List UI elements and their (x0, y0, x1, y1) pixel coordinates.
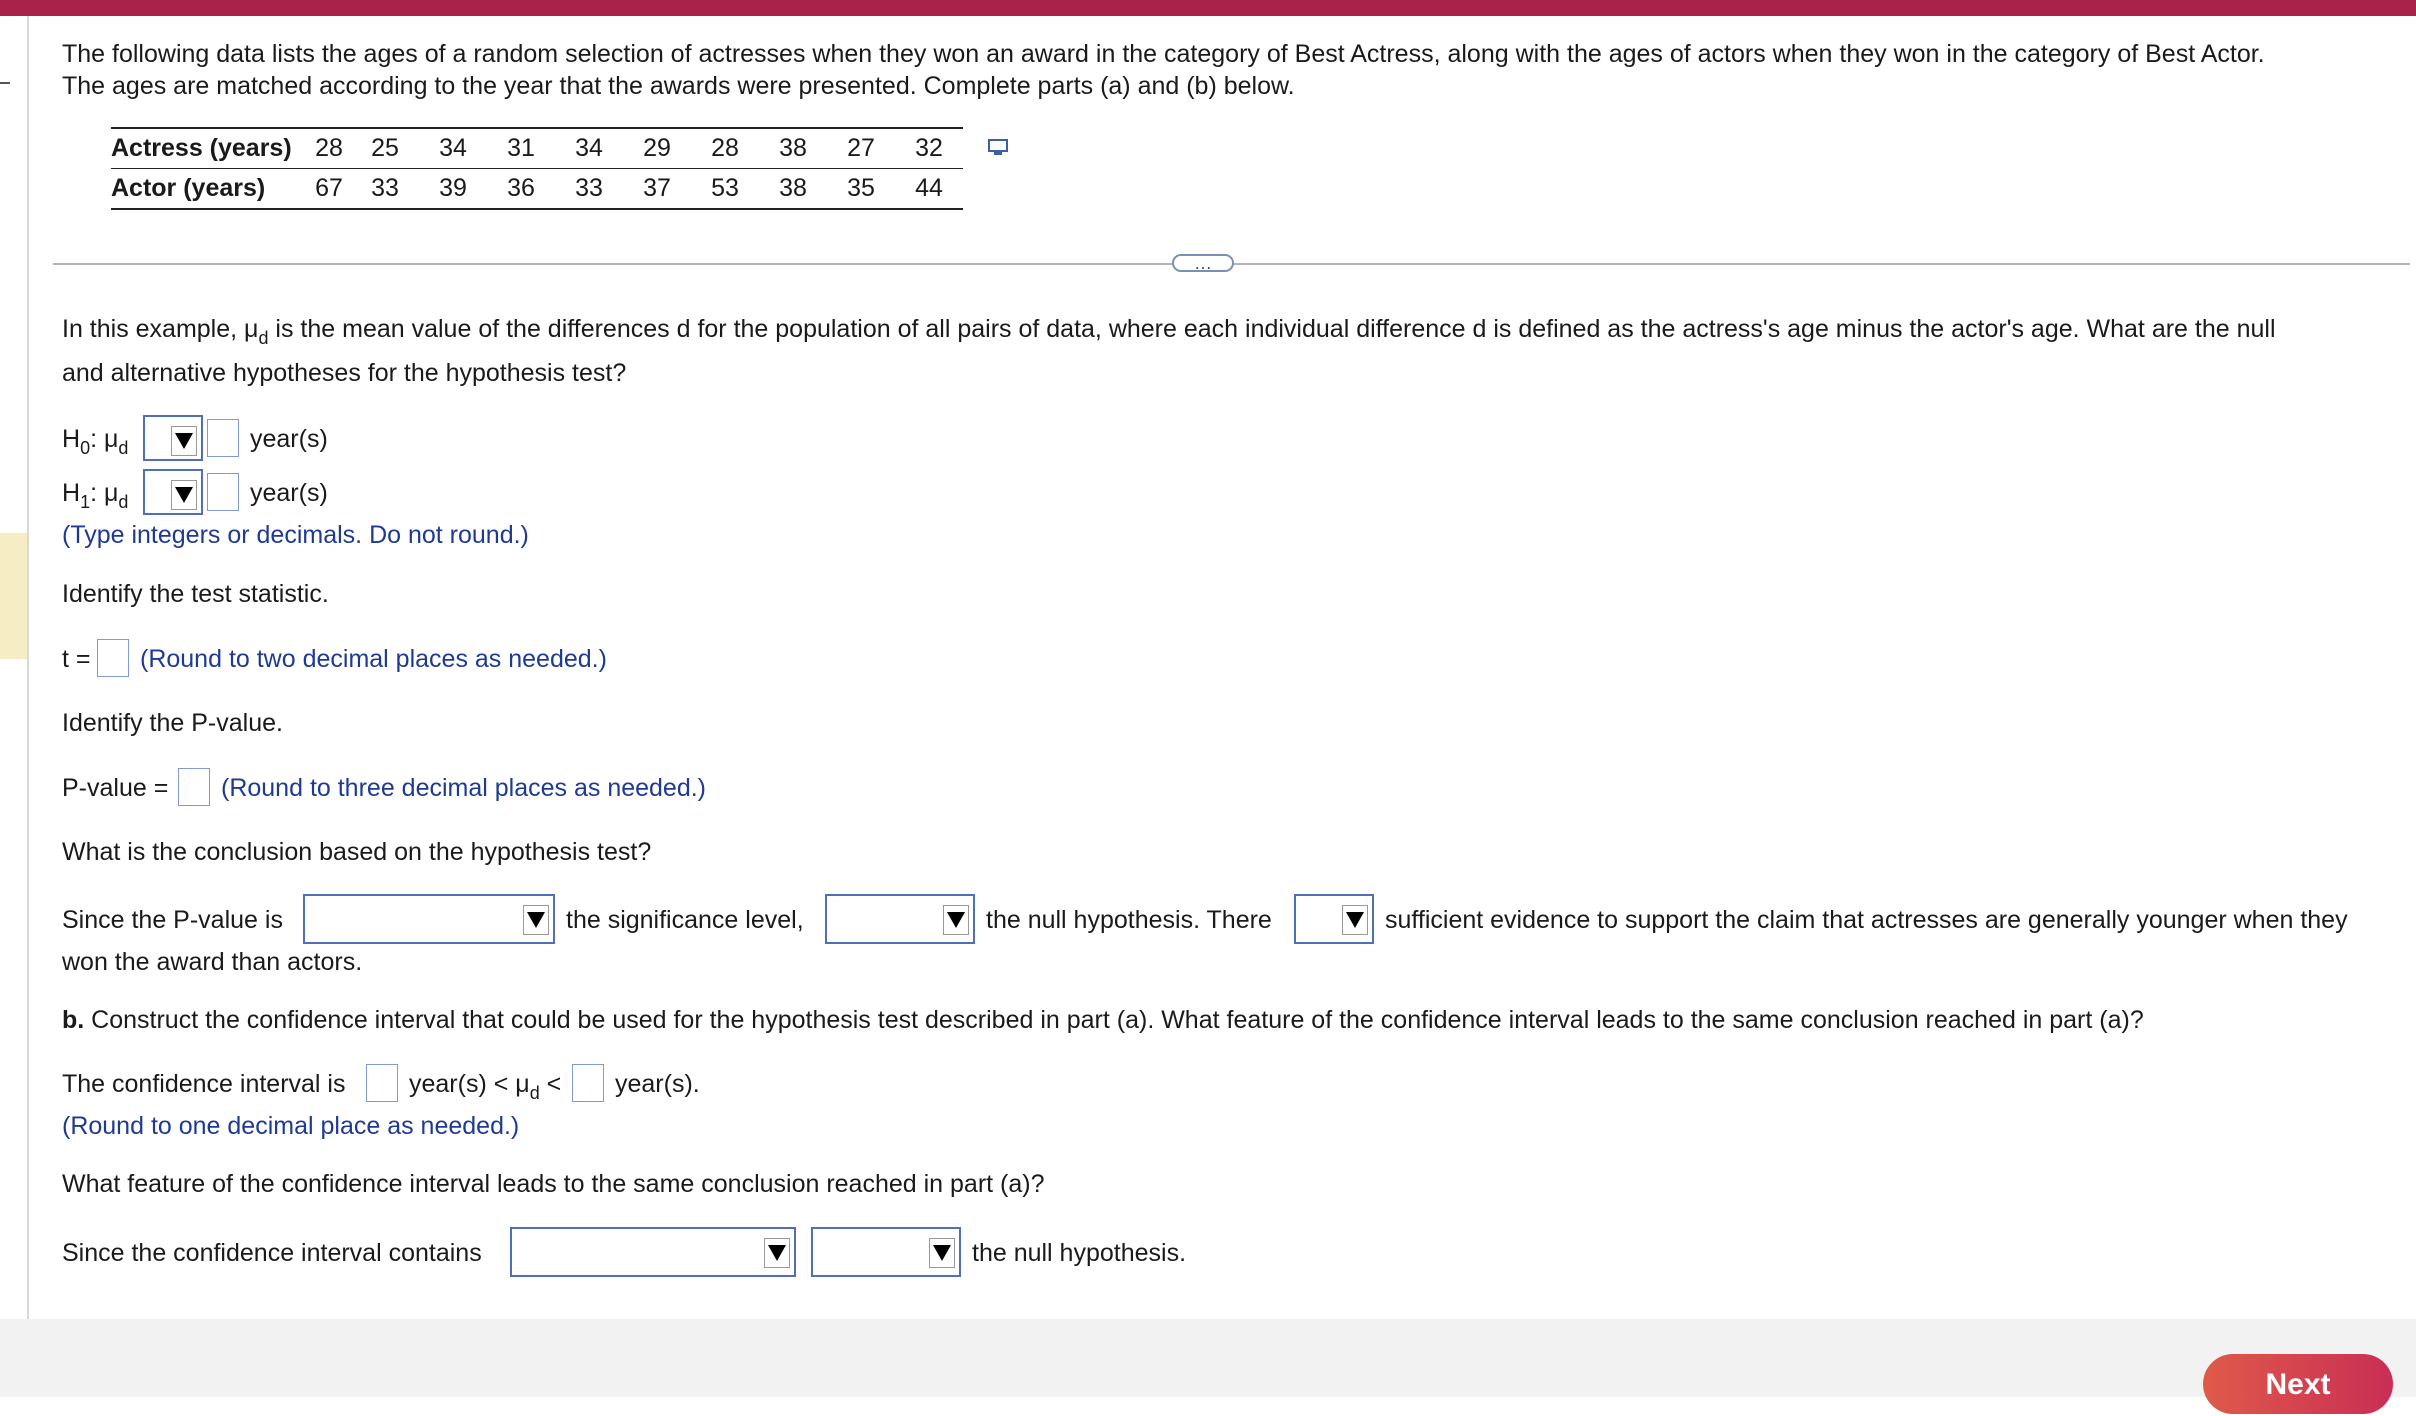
intro-line-1: The following data lists the ages of a random selection of actresses when they won an award in the category of Best Actress, along with the ages of actors when they won in the category of Best Actor. (62, 40, 2265, 68)
ci-contains-dropdown[interactable] (510, 1227, 796, 1277)
table-cell: 38 (759, 128, 827, 169)
table-cell: 25 (351, 128, 419, 169)
h0-value-input[interactable] (207, 419, 239, 457)
question-line-1 (62, 308, 2276, 352)
left-divider (27, 16, 29, 1319)
ci-label: The confidence interval is (62, 1070, 346, 1098)
ci-middle-text (409, 1070, 562, 1103)
table-cell: 27 (827, 128, 895, 169)
h0-operator-dropdown[interactable] (143, 415, 203, 461)
h-letter: H (62, 425, 81, 453)
part-b-text: Construct the confidence interval that could be used for the hypothesis test described in part (a). What feature of the confidence interval leads to the same conclusion reached in part (a)? (91, 1006, 2144, 1034)
table-cell: 31 (487, 128, 555, 169)
type-note: (Type integers or decimals. Do not round.) (62, 521, 529, 549)
h0-label (62, 425, 129, 458)
sufficient-text: sufficient evidence to support the claim that actresses are generally younger when they (1385, 906, 2348, 934)
round-three-note: (Round to three decimal places as needed.) (221, 774, 707, 802)
the-null-text: the null hypothesis. (972, 1239, 1187, 1267)
table-cell: 36 (487, 169, 555, 210)
table-cell: 29 (623, 128, 691, 169)
ci-decision-dropdown[interactable] (811, 1227, 961, 1277)
chevron-down-icon (764, 1238, 790, 1268)
part-b-question (62, 1006, 2144, 1035)
copy-data-icon[interactable] (988, 139, 1010, 157)
pvalue-label: P-value = (62, 774, 169, 802)
null-there-text: the null hypothesis. There (986, 906, 1272, 934)
evidence-dropdown[interactable] (1294, 894, 1374, 944)
mu-text: : μ (90, 425, 119, 453)
ci-mu-text: year(s) < μ (409, 1070, 530, 1098)
reject-decision-dropdown[interactable] (825, 894, 975, 944)
table-cell: 33 (555, 169, 623, 210)
feature-question: What feature of the confidence interval leads to the same conclusion reached in part (a)? (62, 1170, 1045, 1198)
part-b-label: b. (62, 1006, 85, 1034)
top-accent-bar (0, 0, 2416, 16)
table-cell: 39 (419, 169, 487, 210)
round-two-note: (Round to two decimal places as needed.) (140, 645, 607, 673)
h-letter: H (62, 479, 81, 507)
question-text: is the mean value of the differences d for the population of all pairs of data, where each individual difference d is defined as the actress's age minus the actor's age. What are the null (275, 315, 2276, 343)
left-progress-highlight (0, 533, 27, 659)
pvalue-input[interactable] (178, 768, 210, 806)
actress-row (111, 128, 963, 169)
h1-unit: year(s) (250, 479, 328, 507)
t-statistic-input[interactable] (97, 639, 129, 677)
actor-row (111, 169, 963, 210)
t-label: t = (62, 645, 91, 673)
actor-label: Actor (years) (111, 169, 307, 210)
table-cell: 34 (555, 128, 623, 169)
chevron-down-icon (943, 905, 969, 935)
actress-label: Actress (years) (111, 128, 307, 169)
footer-bar (0, 1319, 2416, 1397)
ci-end-text: year(s). (615, 1070, 700, 1098)
since-pvalue-text: Since the P-value is (62, 906, 283, 934)
subscript-d: d (529, 1083, 540, 1103)
next-button[interactable]: Next (2203, 1354, 2393, 1414)
table-cell: 53 (691, 169, 759, 210)
since-ci-text: Since the confidence interval contains (62, 1239, 482, 1267)
subscript-d: d (118, 492, 129, 512)
table-cell: 38 (759, 169, 827, 210)
left-marker (0, 82, 10, 84)
h1-subscript: 1 (80, 492, 91, 512)
h0-unit: year(s) (250, 425, 328, 453)
subscript-d: d (118, 438, 129, 458)
identify-pvalue: Identify the P-value. (62, 709, 283, 737)
mu-text: : μ (90, 479, 119, 507)
table-cell: 67 (307, 169, 351, 210)
question-line-2: and alternative hypotheses for the hypothesis test? (62, 359, 627, 387)
less-than: < (546, 1070, 562, 1098)
won-award-text: won the award than actors. (62, 948, 363, 976)
table-cell: 37 (623, 169, 691, 210)
h1-value-input[interactable] (207, 473, 239, 511)
data-table (111, 127, 963, 210)
table-cell: 33 (351, 169, 419, 210)
question-intro: In this example, (62, 315, 238, 343)
chevron-down-icon (171, 426, 197, 456)
pvalue-comparison-dropdown[interactable] (303, 894, 555, 944)
intro-line-2: The ages are matched according to the year that the awards were presented. Complete parts (a) and (b) below. (62, 72, 1295, 100)
round-one-note: (Round to one decimal place as needed.) (62, 1112, 520, 1140)
identify-statistic: Identify the test statistic. (62, 580, 329, 608)
chevron-down-icon (523, 905, 549, 935)
table-cell: 44 (895, 169, 963, 210)
chevron-down-icon (171, 480, 197, 510)
h0-subscript: 0 (80, 438, 91, 458)
table-cell: 28 (307, 128, 351, 169)
expand-more-button[interactable]: … (1172, 254, 1234, 272)
h1-label (62, 479, 129, 512)
chevron-down-icon (929, 1238, 955, 1268)
chevron-down-icon (1342, 905, 1368, 935)
table-cell: 35 (827, 169, 895, 210)
table-cell: 28 (691, 128, 759, 169)
significance-text: the significance level, (566, 906, 804, 934)
ci-lower-input[interactable] (366, 1064, 398, 1102)
conclusion-question: What is the conclusion based on the hypothesis test? (62, 838, 652, 866)
table-cell: 34 (419, 128, 487, 169)
table-cell: 32 (895, 128, 963, 169)
h1-operator-dropdown[interactable] (143, 469, 203, 515)
ci-upper-input[interactable] (572, 1064, 604, 1102)
subscript-d: d (258, 328, 269, 348)
mu-symbol: μ (244, 315, 259, 343)
